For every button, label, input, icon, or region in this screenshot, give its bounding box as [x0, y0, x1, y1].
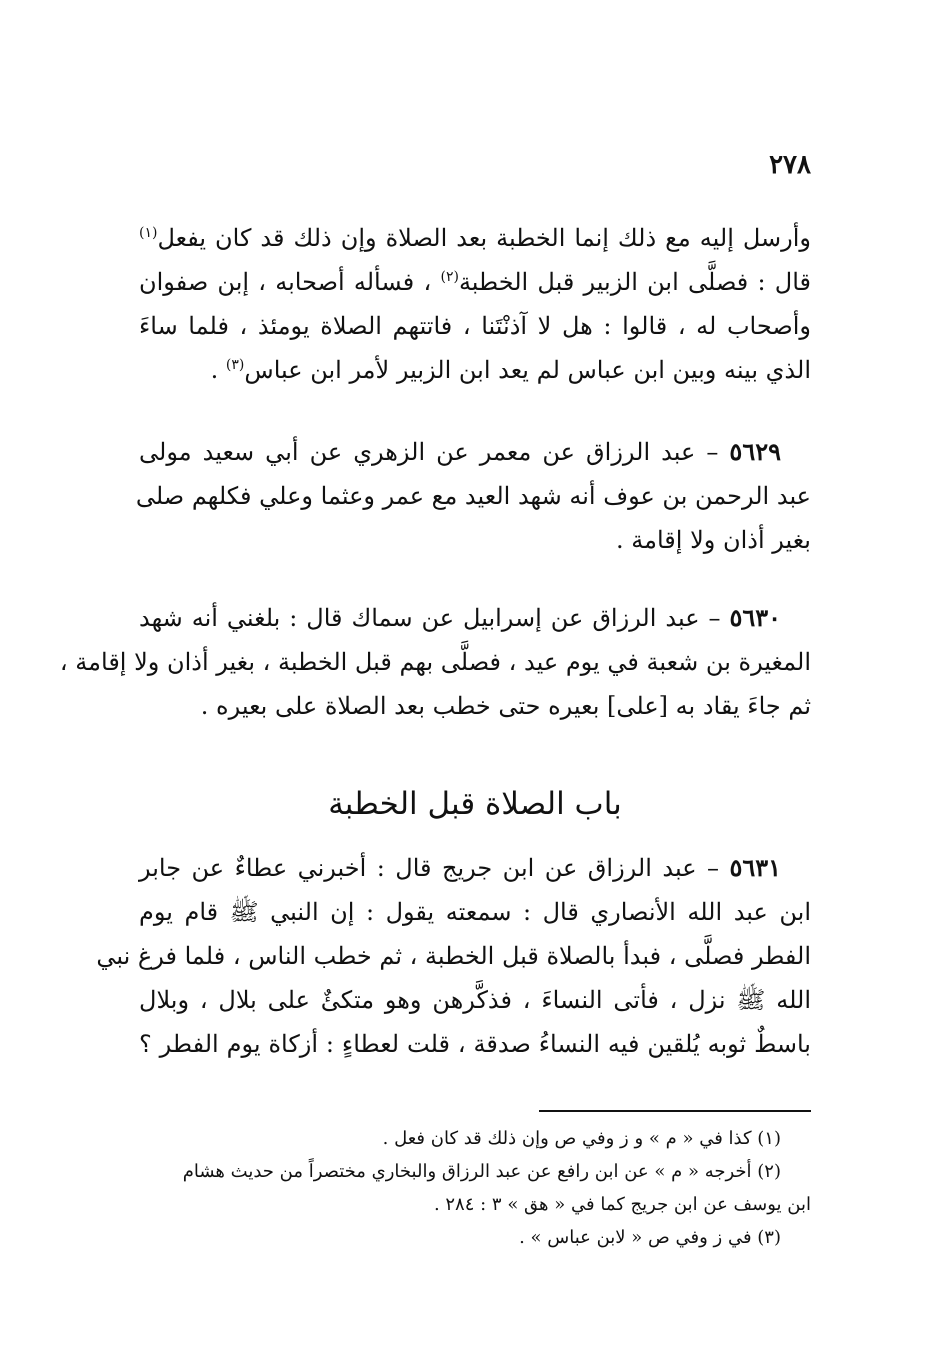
text-line: وأرسل إليه مع ذلك إنما الخطبة بعد الصلاة وإن ذلك قد كان يفعل$^{(١)}$	[139, 224, 811, 252]
hadith-number: ٥٦٣٠	[729, 603, 781, 632]
text-line: عبد الرحمن بن عوف أنه شهد العيد مع عمر وعثما وعلي فكلهم صلى	[135, 482, 811, 510]
hadith-5630	[59, 596, 811, 728]
footnote-marker: (١)	[139, 225, 158, 241]
hadith-5629	[135, 430, 811, 562]
chapter-heading: باب الصلاة قبل الخطبة	[328, 786, 622, 822]
footnotes	[139, 1122, 811, 1254]
footnote-continuation: ابن يوسف عن ابن جريج كما في « هق » ٣ : ٢٨٤ .	[433, 1194, 811, 1215]
hadith-number: ٥٦٣١	[729, 853, 781, 882]
page-number: ٢٧٨	[769, 150, 811, 180]
text-line: ٥٦٢٩ – عبد الرزاق عن معمر عن الزهري عن أبي سعيد مولى	[139, 437, 781, 466]
text-line: ٥٦٣٠ – عبد الرزاق عن إسرابيل عن سماك قال : بلغني أنه شهد	[139, 603, 781, 632]
footnote: (٢) أخرجه « م » عن ابن رافع عن عبد الرزاق والبخاري مختصراً من حديث هشام	[182, 1161, 781, 1182]
footnote-marker: (٣)	[225, 357, 245, 373]
text-line: ابن عبد الله الأنصاري قال : سمعته يقول : إن النبي ﷺ قام يوم	[139, 898, 811, 926]
footnote-separator	[539, 1110, 811, 1112]
text-line: وأصحاب له ، قالوا : هل لا آذنْتَنا ، فاتتهم الصلاة يومئذ ، فلما ساءَ	[139, 312, 811, 340]
text-line: الفطر فصلَّى ، فبدأ بالصلاة قبل الخطبة ، ثم خطب الناس ، فلما فرغ نبي	[96, 942, 811, 970]
text-line: باسطٌ ثوبه يُلقين فيه النساءُ صدقة ، قلت لعطاءٍ : أزكاة يوم الفطر ؟	[139, 1030, 811, 1058]
hadith-number: ٥٦٢٩	[729, 437, 781, 466]
paragraph-continuation	[139, 216, 811, 392]
text-line: الله ﷺ نزل ، فأتى النساءَ ، فذكَّرهن وهو متكئٌ على بلال ، وبلال	[139, 986, 812, 1014]
text-line: المغيرة بن شعبة في يوم عيد ، فصلَّى بهم قبل الخطبة ، بغير أذان ولا إقامة ،	[59, 648, 811, 676]
footnote: (١) كذا في « م » و ز وفي ص وإن ذلك قد كان فعل .	[382, 1128, 781, 1149]
footnote: (٣) في ز وفي ص « لابن عباس » .	[519, 1227, 781, 1248]
text-line: الذي بينه وبين ابن عباس لم يعد ابن الزبير لأمر ابن عباس$^{(٣)}$ .	[210, 356, 811, 384]
text-line: بغير أذان ولا إقامة .	[616, 526, 811, 554]
text-line: ٥٦٣١ – عبد الرزاق عن ابن جريج قال : أخبرني عطاءٌ عن جابر	[139, 853, 781, 882]
text-line: قال : فصلَّى ابن الزبير قبل الخطبة$^{(٢)}$ ، فسأله أصحابه ، إبن صفوان	[139, 268, 811, 296]
text-line: ثم جاءَ يقاد به [على] بعيره حتى خطب بعد الصلاة على بعيره .	[200, 692, 811, 720]
hadith-5631	[96, 846, 812, 1066]
footnote-marker: (٢)	[440, 269, 459, 285]
